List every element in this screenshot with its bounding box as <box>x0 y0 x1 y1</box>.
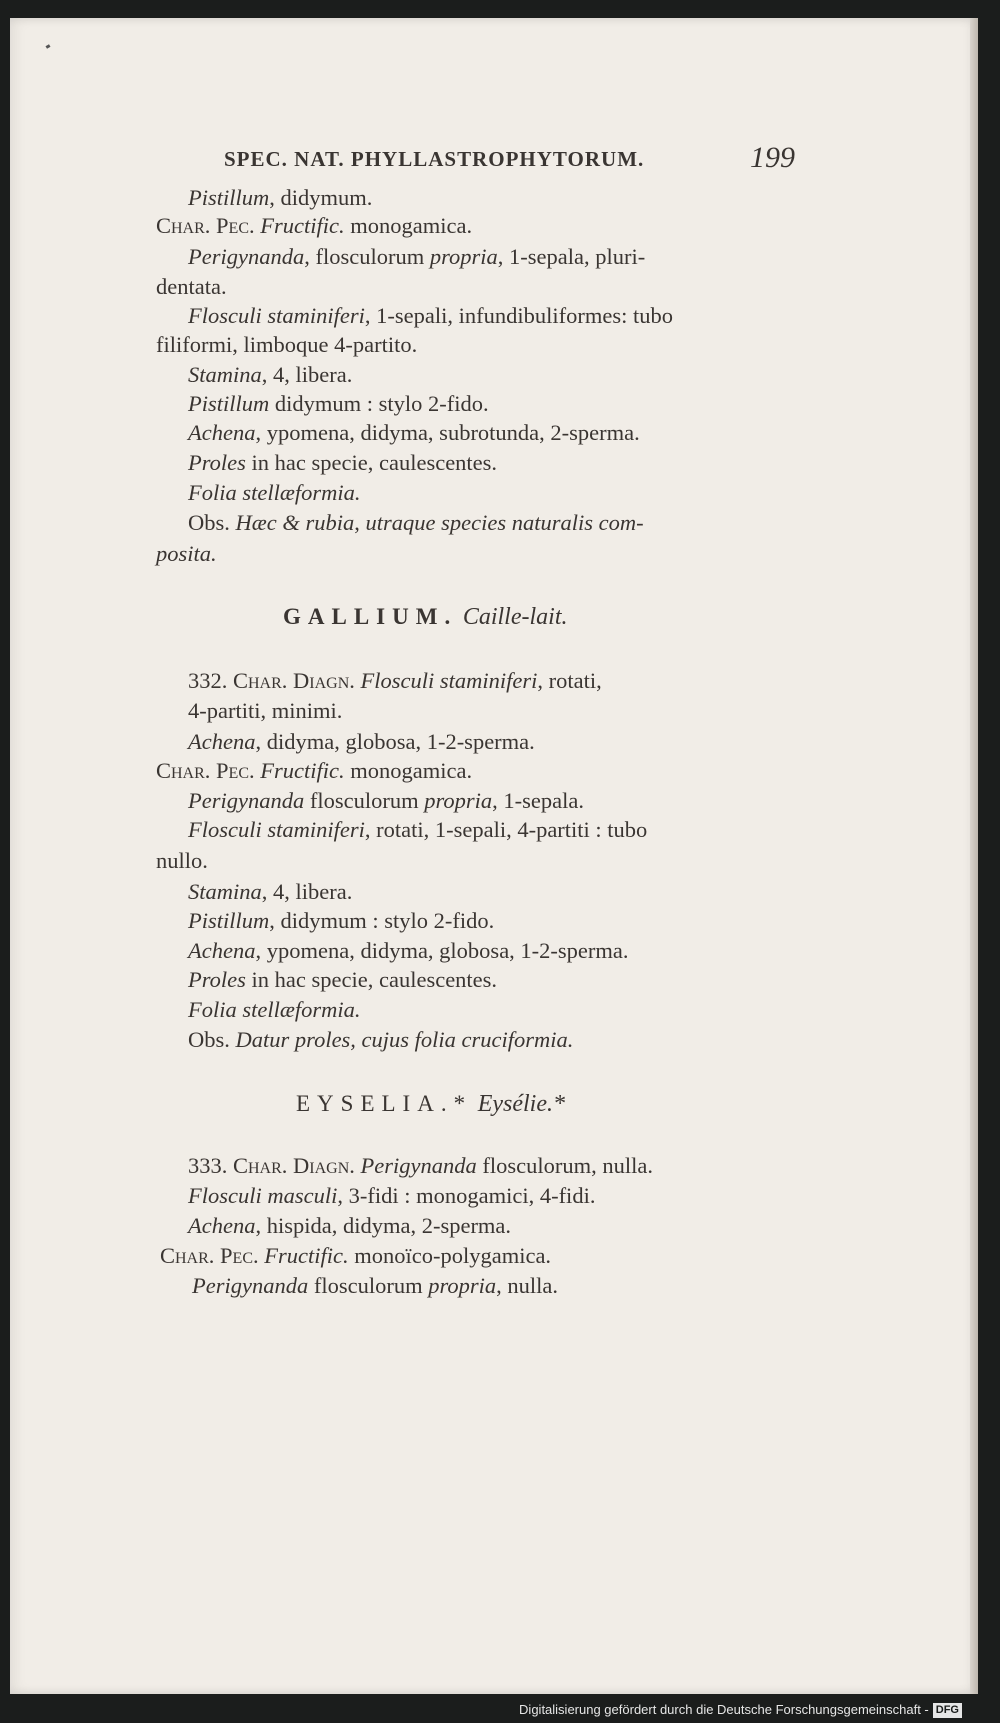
text-line: posita. <box>156 541 217 566</box>
text-line: Achena, ypomena, didyma, subrotunda, 2-sperma. <box>188 420 640 445</box>
text-line: Stamina, 4, libera. <box>188 362 353 387</box>
text-line: nullo. <box>156 848 208 873</box>
dfg-logo: DFG <box>933 1703 962 1718</box>
text-line: Char. Pec. Fructific. monoïco-polygamica. <box>160 1243 552 1268</box>
text-line: Folia stellæformia. <box>188 480 361 505</box>
text-line: Achena, didyma, globosa, 1-2-sperma. <box>188 729 535 754</box>
digitization-footer <box>0 1697 1000 1723</box>
text-line: dentata. <box>156 274 227 299</box>
running-title: SPEC. NAT. PHYLLASTROPHYTORUM. <box>224 147 645 171</box>
text-line: Proles in hac specie, caulescentes. <box>188 967 498 992</box>
text-line: Perigynanda, flosculorum propria, 1-sepala, pluri- <box>188 244 646 269</box>
text-line: Folia stellæformia. <box>188 997 361 1022</box>
page-edge <box>970 18 978 1694</box>
footer-text: Digitalisierung gefördert durch die Deutsche Forschungsgemeinschaft - <box>519 1702 929 1717</box>
genus-heading: GALLIUM. Caille-lait. <box>283 604 568 630</box>
text-line: Flosculi masculi, 3-fidi : monogamici, 4-fidi. <box>188 1183 596 1208</box>
text-line: 332. Char. Diagn. Flosculi staminiferi, rotati, <box>188 668 602 693</box>
text-line: Flosculi staminiferi, 1-sepali, infundibuliformes: tubo <box>188 303 673 328</box>
text-line: Perigynanda flosculorum propria, nulla. <box>192 1273 559 1298</box>
text-line: 4-partiti, minimi. <box>188 698 343 723</box>
text-line: Char. Pec. Fructific. monogamica. <box>156 758 473 783</box>
text-line: 333. Char. Diagn. Perigynanda flosculorum, nulla. <box>188 1153 653 1178</box>
text-line: Pistillum didymum : stylo 2-fido. <box>188 391 489 416</box>
text-line: Flosculi staminiferi, rotati, 1-sepali, 4-partiti : tubo <box>188 817 648 842</box>
text-line: Pistillum, didymum : stylo 2-fido. <box>188 908 495 933</box>
genus-heading: EYSELIA.* Eysélie.* <box>296 1091 565 1117</box>
text-line: Char. Pec. Fructific. monogamica. <box>156 213 473 238</box>
text-line: Achena, ypomena, didyma, globosa, 1-2-sperma. <box>188 938 629 963</box>
page-number: 199 <box>750 141 795 174</box>
text-line: Pistillum, didymum. <box>188 185 373 210</box>
text-line: Achena, hispida, didyma, 2-sperma. <box>188 1213 512 1238</box>
text-line: Obs. Hæc & rubia, utraque species naturalis com- <box>188 510 644 535</box>
text-line: Perigynanda flosculorum propria, 1-sepala. <box>188 788 584 813</box>
text-line: Stamina, 4, libera. <box>188 879 353 904</box>
text-line: filiformi, limboque 4-partito. <box>156 332 418 357</box>
text-line: Obs. Datur proles, cujus folia cruciformia. <box>188 1027 574 1052</box>
text-line: Proles in hac specie, caulescentes. <box>188 450 498 475</box>
